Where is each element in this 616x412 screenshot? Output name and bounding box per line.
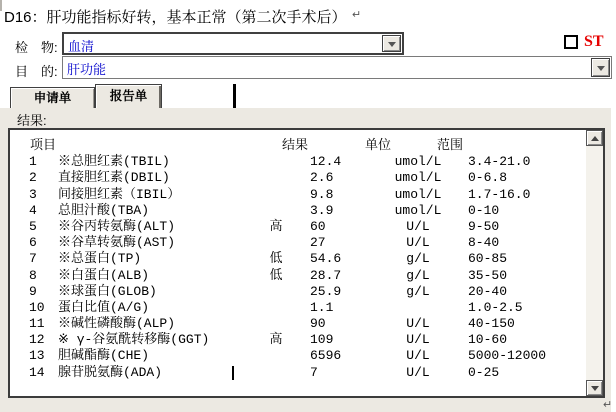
- row-number: 4: [29, 202, 37, 218]
- row-number: 6: [29, 235, 37, 251]
- unit: U/L: [406, 218, 430, 234]
- report-header-row: [10, 138, 586, 154]
- result-value: 25.9: [310, 283, 342, 299]
- item-name: 总胆汁酸(TBA): [58, 202, 150, 218]
- col-header-result: 结果: [282, 138, 309, 153]
- report-row: [10, 235, 586, 251]
- reference-range: 0-10: [468, 202, 500, 218]
- report-row: [10, 219, 586, 235]
- results-label: 结果:: [17, 113, 47, 128]
- specimen-dropdown-button[interactable]: [382, 35, 401, 52]
- result-value: 109: [310, 332, 334, 348]
- purpose-label: 目 的:: [15, 64, 58, 79]
- reference-range: 8-40: [468, 235, 500, 251]
- chevron-down-icon: [388, 42, 396, 47]
- result-value: 12.4: [310, 154, 342, 170]
- row-number: 11: [29, 316, 45, 332]
- row-number: 13: [29, 348, 45, 364]
- specimen-label: 检 物:: [15, 40, 58, 55]
- result-value: 3.9: [310, 202, 334, 218]
- report-row: [10, 348, 586, 364]
- report-row: [10, 268, 586, 284]
- scroll-up-button[interactable]: [586, 130, 603, 146]
- result-value: 60: [310, 218, 326, 234]
- result-value: 7: [310, 364, 318, 380]
- reference-range: 60-85: [468, 251, 508, 267]
- abnormal-flag: 低: [269, 267, 283, 283]
- row-number: 1: [29, 154, 37, 170]
- result-value: 28.7: [310, 267, 342, 283]
- unit: U/L: [406, 332, 430, 348]
- report-row: [10, 187, 586, 203]
- purpose-dropdown-button[interactable]: [591, 58, 610, 77]
- item-name: 腺苷脱氨酶(ADA): [58, 364, 163, 380]
- item-name: 蛋白比值(A/G): [58, 299, 150, 315]
- text-caret: [232, 366, 234, 380]
- row-number: 8: [29, 267, 37, 283]
- row-number: 7: [29, 251, 37, 267]
- unit: g/L: [406, 283, 430, 299]
- reference-range: 3.4-21.0: [468, 154, 531, 170]
- result-value: 90: [310, 316, 326, 332]
- report-row: [10, 251, 586, 267]
- purpose-value[interactable]: 肝功能: [67, 62, 107, 77]
- report-panel: [0, 108, 616, 412]
- reference-range: 9-50: [468, 218, 500, 234]
- item-name: 直接胆红素(DBIL): [58, 170, 170, 186]
- st-label: ST: [584, 33, 604, 50]
- reference-range: 35-50: [468, 267, 508, 283]
- unit: U/L: [406, 235, 430, 251]
- paragraph-return-mark: ↵: [603, 399, 613, 411]
- unit: g/L: [406, 251, 430, 267]
- specimen-value[interactable]: 血清: [68, 39, 95, 54]
- tab-application-form[interactable]: 申请单: [10, 87, 95, 108]
- line-break-mark: ↵: [352, 9, 362, 21]
- item-name: ※总蛋白(TP): [58, 251, 142, 267]
- report-row: [10, 365, 586, 381]
- col-header-range: 范围: [437, 138, 464, 153]
- unit: umol/L: [394, 154, 442, 170]
- abnormal-flag: 高: [269, 218, 283, 234]
- col-header-unit: 单位: [365, 138, 392, 153]
- report-rows: [10, 154, 586, 381]
- item-name: ※碱性磷酸酶(ALP): [58, 316, 176, 332]
- item-name: ※总胆红素(TBIL): [58, 154, 170, 170]
- reference-range: 20-40: [468, 283, 508, 299]
- scroll-down-button[interactable]: [586, 380, 603, 396]
- col-header-item: 项目: [30, 138, 57, 153]
- abnormal-flag: 高: [269, 332, 283, 348]
- result-value: 9.8: [310, 186, 334, 202]
- doc-corner-mark: [0, 0, 2, 11]
- report-row: [10, 284, 586, 300]
- page-title: D16：肝功能指标好转，基本正常（第二次手术后）: [4, 9, 347, 26]
- unit: U/L: [406, 348, 430, 364]
- row-number: 2: [29, 170, 37, 186]
- result-value: 2.6: [310, 170, 334, 186]
- reference-range: 5000-12000: [468, 348, 547, 364]
- abnormal-flag: 低: [269, 251, 283, 267]
- result-value: 1.1: [310, 299, 334, 315]
- report-row: [10, 203, 586, 219]
- item-name: ※球蛋白(GLOB): [58, 283, 157, 299]
- report-content[interactable]: [10, 130, 586, 396]
- vertical-scrollbar[interactable]: [586, 130, 603, 396]
- unit: U/L: [406, 316, 430, 332]
- text-cursor-mark: [233, 84, 236, 108]
- report-textarea[interactable]: [8, 128, 605, 398]
- tab-report-form[interactable]: 报告单: [95, 84, 162, 108]
- row-number: 14: [29, 364, 45, 380]
- reference-range: 1.7-16.0: [468, 186, 531, 202]
- chevron-down-icon: [597, 66, 605, 71]
- item-name: ※谷丙转氨酶(ALT): [58, 218, 176, 234]
- reference-range: 10-60: [468, 332, 508, 348]
- unit: umol/L: [394, 202, 442, 218]
- item-name: ※白蛋白(ALB): [58, 267, 150, 283]
- result-value: 27: [310, 235, 326, 251]
- item-name: ※谷草转氨酶(AST): [58, 235, 176, 251]
- result-value: 6596: [310, 348, 342, 364]
- up-triangle-icon: [591, 136, 599, 141]
- report-row: [10, 300, 586, 316]
- reference-range: 1.0-2.5: [468, 299, 523, 315]
- unit: umol/L: [394, 186, 442, 202]
- purpose-combobox[interactable]: [62, 56, 612, 79]
- unit: umol/L: [394, 170, 442, 186]
- item-name: 胆碱酯酶(CHE): [58, 348, 150, 364]
- st-checkbox[interactable]: [564, 35, 578, 49]
- page-margin-strip: [611, 108, 616, 412]
- report-row: [10, 170, 586, 186]
- row-number: 5: [29, 218, 37, 234]
- report-row: [10, 316, 586, 332]
- reference-range: 0-25: [468, 364, 500, 380]
- result-value: 54.6: [310, 251, 342, 267]
- down-triangle-icon: [591, 386, 599, 391]
- row-number: 9: [29, 283, 37, 299]
- report-row: [10, 332, 586, 348]
- reference-range: 0-6.8: [468, 170, 508, 186]
- row-number: 12: [29, 332, 45, 348]
- report-row: [10, 154, 586, 170]
- unit: U/L: [406, 364, 430, 380]
- item-name: ※ γ-谷氨酰转移酶(GGT): [58, 332, 210, 348]
- row-number: 3: [29, 186, 37, 202]
- reference-range: 40-150: [468, 316, 515, 332]
- specimen-combobox[interactable]: [62, 32, 404, 55]
- unit: g/L: [406, 267, 430, 283]
- row-number: 10: [29, 299, 45, 315]
- item-name: 间接胆红素（IBIL）: [58, 186, 181, 202]
